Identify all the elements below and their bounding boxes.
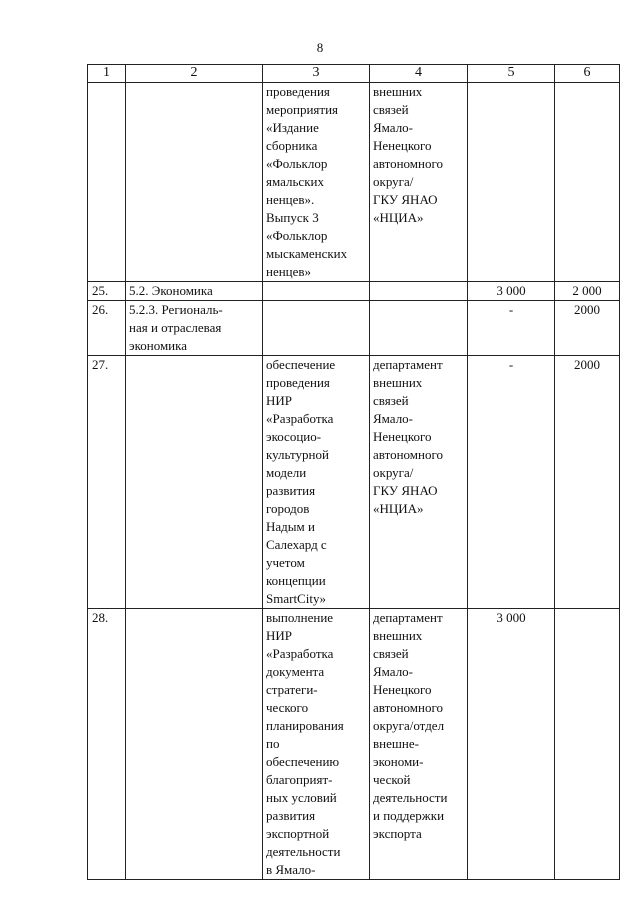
row-number-cell: 26. — [88, 301, 126, 356]
cell-line: департамент — [373, 610, 443, 625]
cell-line: НИР — [266, 393, 293, 408]
cell-line: развития — [266, 483, 316, 498]
cell-line: учетом — [266, 555, 305, 570]
cell-line: автономного — [373, 447, 443, 462]
cell-line: и поддержки — [373, 808, 445, 823]
header-cell: 5 — [468, 65, 555, 83]
cell-line: экосоцио- — [266, 429, 322, 444]
activity-cell — [263, 609, 370, 880]
executor-cell — [370, 356, 468, 609]
cell-line: ненцев». — [266, 192, 315, 207]
cell-line: ямальских — [266, 174, 324, 189]
cell-line: Ненецкого — [373, 429, 432, 444]
cell-line: департамент — [373, 357, 443, 372]
cell-line: экспорта — [373, 826, 422, 841]
table-row — [88, 282, 620, 301]
cell-line: Ямало- — [373, 411, 414, 426]
table-row — [88, 356, 620, 609]
cell-line: «НЦИА» — [373, 210, 424, 225]
cell-line: ная и отраслевая — [129, 320, 222, 335]
activity-cell — [263, 282, 370, 301]
amount-cell-5: 3 000 — [468, 282, 555, 301]
cell-line: Ямало- — [373, 664, 414, 679]
cell-line: мероприятия — [266, 102, 339, 117]
activity-cell — [263, 301, 370, 356]
cell-line: 5.2.3. Региональ- — [129, 302, 223, 317]
cell-line: связей — [373, 646, 409, 661]
executor-cell — [370, 301, 468, 356]
cell-line: развития — [266, 808, 316, 823]
cell-line: Надым и — [266, 519, 315, 534]
cell-line: «Разработка — [266, 411, 334, 426]
cell-line: «НЦИА» — [373, 501, 424, 516]
row-number-cell: 25. — [88, 282, 126, 301]
cell-line: концепции — [266, 573, 326, 588]
cell-line: выполнение — [266, 610, 334, 625]
amount-cell-6: 2000 — [555, 356, 620, 609]
cell-line: Салехард с — [266, 537, 327, 552]
cell-line: обеспечению — [266, 754, 340, 769]
cell-line: автономного — [373, 156, 443, 171]
row-number-cell — [88, 83, 126, 282]
table-row — [88, 609, 620, 880]
section-cell — [126, 282, 263, 301]
cell-line: ческого — [266, 700, 309, 715]
cell-line: округа/отдел — [373, 718, 445, 733]
page-number: 8 — [316, 40, 324, 55]
cell-line: ческой — [373, 772, 411, 787]
cell-line: Ненецкого — [373, 682, 432, 697]
cell-line: Выпуск 3 — [266, 210, 319, 225]
amount-cell-6: 2 000 — [555, 282, 620, 301]
section-cell — [126, 83, 263, 282]
cell-line: благоприят- — [266, 772, 333, 787]
cell-line: деятельности — [373, 790, 448, 805]
cell-line: автономного — [373, 700, 443, 715]
header-cell: 1 — [88, 65, 126, 83]
cell-line: «Фольклор — [266, 228, 328, 243]
table-row — [88, 301, 620, 356]
cell-line: связей — [373, 393, 409, 408]
cell-line: экономи- — [373, 754, 424, 769]
cell-line: 5.2. Экономика — [129, 283, 213, 298]
cell-line: документа — [266, 664, 325, 679]
cell-line: НИР — [266, 628, 293, 643]
cell-line: ГКУ ЯНАО — [373, 483, 438, 498]
cell-line: внешних — [373, 375, 423, 390]
cell-line: ненцев» — [266, 264, 312, 279]
header-cell: 4 — [370, 65, 468, 83]
amount-cell-5: 3 000 — [468, 609, 555, 880]
cell-line: Ненецкого — [373, 138, 432, 153]
header-cell: 6 — [555, 65, 620, 83]
cell-line: сборника — [266, 138, 318, 153]
cell-line: экспортной — [266, 826, 330, 841]
cell-line: ных условий — [266, 790, 337, 805]
executor-cell — [370, 609, 468, 880]
cell-line: внешних — [373, 84, 423, 99]
cell-line: округа/ — [373, 465, 414, 480]
amount-cell-6: 2000 — [555, 301, 620, 356]
cell-line: в Ямало- — [266, 862, 316, 877]
cell-line: мыскаменских — [266, 246, 348, 261]
cell-line: «Фольклор — [266, 156, 328, 171]
amount-cell-5: - — [468, 356, 555, 609]
cell-line: обеспечение — [266, 357, 336, 372]
cell-line: SmartCity» — [266, 591, 326, 606]
table-row — [88, 83, 620, 282]
document-table — [87, 64, 620, 880]
amount-cell-5 — [468, 83, 555, 282]
cell-line: Ямало- — [373, 120, 414, 135]
cell-line: ГКУ ЯНАО — [373, 192, 438, 207]
activity-cell — [263, 83, 370, 282]
cell-line: округа/ — [373, 174, 414, 189]
header-cell: 3 — [263, 65, 370, 83]
amount-cell-6 — [555, 609, 620, 880]
cell-line: планирования — [266, 718, 344, 733]
amount-cell-5: - — [468, 301, 555, 356]
header-cell: 2 — [126, 65, 263, 83]
cell-line: внешне- — [373, 736, 419, 751]
amount-cell-6 — [555, 83, 620, 282]
cell-line: деятельности — [266, 844, 341, 859]
cell-line: связей — [373, 102, 409, 117]
cell-line: экономика — [129, 338, 188, 353]
cell-line: стратеги- — [266, 682, 318, 697]
cell-line: культурной — [266, 447, 329, 462]
cell-line: внешних — [373, 628, 423, 643]
section-cell — [126, 609, 263, 880]
table-header-row — [88, 65, 620, 83]
activity-cell — [263, 356, 370, 609]
executor-cell — [370, 83, 468, 282]
cell-line: городов — [266, 501, 310, 516]
executor-cell — [370, 282, 468, 301]
cell-line: «Издание — [266, 120, 319, 135]
section-cell — [126, 301, 263, 356]
cell-line: модели — [266, 465, 307, 480]
section-cell — [126, 356, 263, 609]
cell-line: проведения — [266, 375, 330, 390]
cell-line: проведения — [266, 84, 330, 99]
cell-line: по — [266, 736, 280, 751]
cell-line: «Разработка — [266, 646, 334, 661]
row-number-cell: 27. — [88, 356, 126, 609]
row-number-cell: 28. — [88, 609, 126, 880]
